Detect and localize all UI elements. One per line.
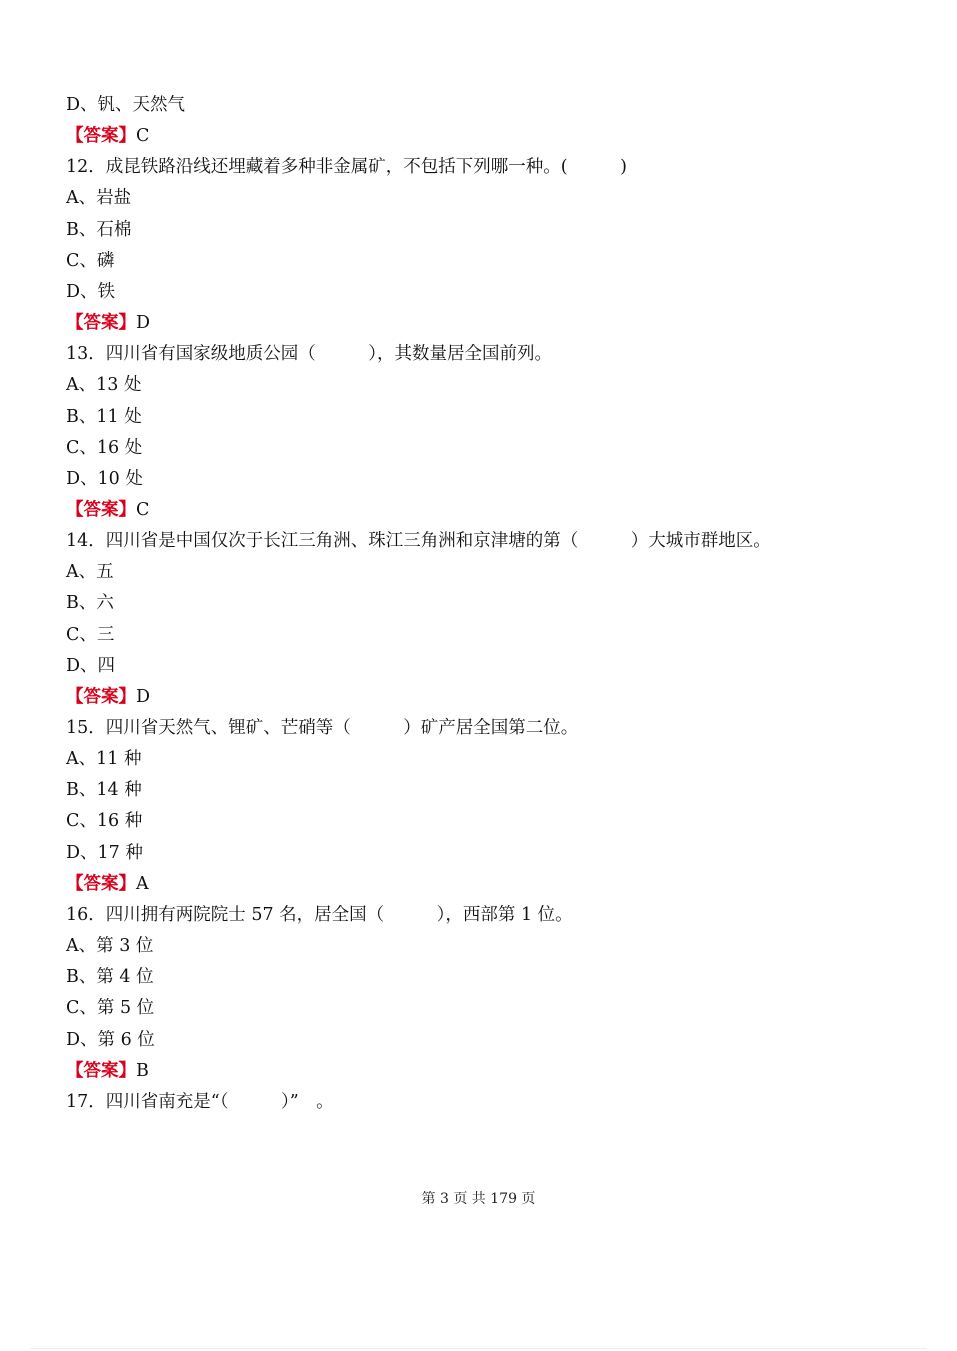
page-footer: 第 3 页 共 179 页: [421, 1191, 536, 1207]
answer-line: [66, 499, 149, 521]
answer-value: C: [136, 126, 150, 147]
answer-line: [66, 125, 149, 147]
option-text: B、六: [66, 593, 114, 614]
option-text: C、三: [66, 624, 115, 645]
option-text: A、13 处: [66, 375, 142, 396]
answer-value: D: [136, 686, 151, 707]
question-text: 12．成昆铁路沿线还埋藏着多种非金属矿，不包括下列哪一种。( ): [66, 157, 627, 178]
option-text: A、第 3 位: [66, 936, 154, 956]
answer-line: [66, 1060, 149, 1082]
option-text: D、铁: [66, 281, 116, 302]
answer-line: [66, 873, 149, 895]
option-text: D、10 处: [66, 468, 143, 489]
question-text: 13．四川省有国家级地质公园（ ），其数量居全国前列。: [66, 344, 553, 365]
option-text: C、磷: [66, 250, 115, 271]
option-text: D、第 6 位: [66, 1029, 155, 1050]
answer-tag: 【答案】: [66, 1060, 136, 1081]
answer-line: [66, 686, 150, 708]
option-text: B、11 处: [66, 406, 142, 427]
option-text: C、第 5 位: [66, 998, 155, 1019]
option-text: D、17 种: [66, 842, 143, 863]
option-text: C、16 处: [66, 437, 143, 458]
answer-tag: 【答案】: [66, 873, 136, 894]
question-text: 14．四川省是中国仅次于长江三角洲、珠江三角洲和京津塘的第（ ）大城市群地区。: [66, 531, 771, 552]
answer-line: [66, 312, 150, 334]
option-text: A、11 种: [66, 749, 142, 770]
answer-value: B: [136, 1060, 149, 1081]
answer-value: D: [136, 313, 151, 333]
option-text: B、第 4 位: [66, 967, 154, 988]
option-text: A、岩盐: [66, 188, 132, 209]
question-text: 16．四川拥有两院院士 57 名，居全国（ ），西部第 1 位。: [66, 904, 573, 925]
option-text: B、石棉: [66, 219, 132, 240]
option-text: C、16 种: [66, 811, 143, 832]
question-text: 15．四川省天然气、锂矿、芒硝等（ ）矿产居全国第二位。: [66, 718, 579, 738]
answer-tag: 【答案】: [66, 499, 136, 520]
answer-tag: 【答案】: [66, 126, 136, 147]
answer-value: A: [136, 873, 149, 894]
answer-tag: 【答案】: [66, 686, 136, 707]
question-text: 17．四川省南充是“（ ）” 。: [66, 1091, 334, 1112]
option-text: B、14 种: [66, 780, 142, 801]
option-text: D、钒、天然气: [66, 95, 186, 115]
answer-tag: 【答案】: [66, 313, 136, 333]
option-text: D、四: [66, 655, 116, 676]
page-bottom-rule: [30, 1348, 927, 1349]
option-text: A、五: [66, 562, 114, 583]
answer-value: C: [136, 499, 150, 520]
